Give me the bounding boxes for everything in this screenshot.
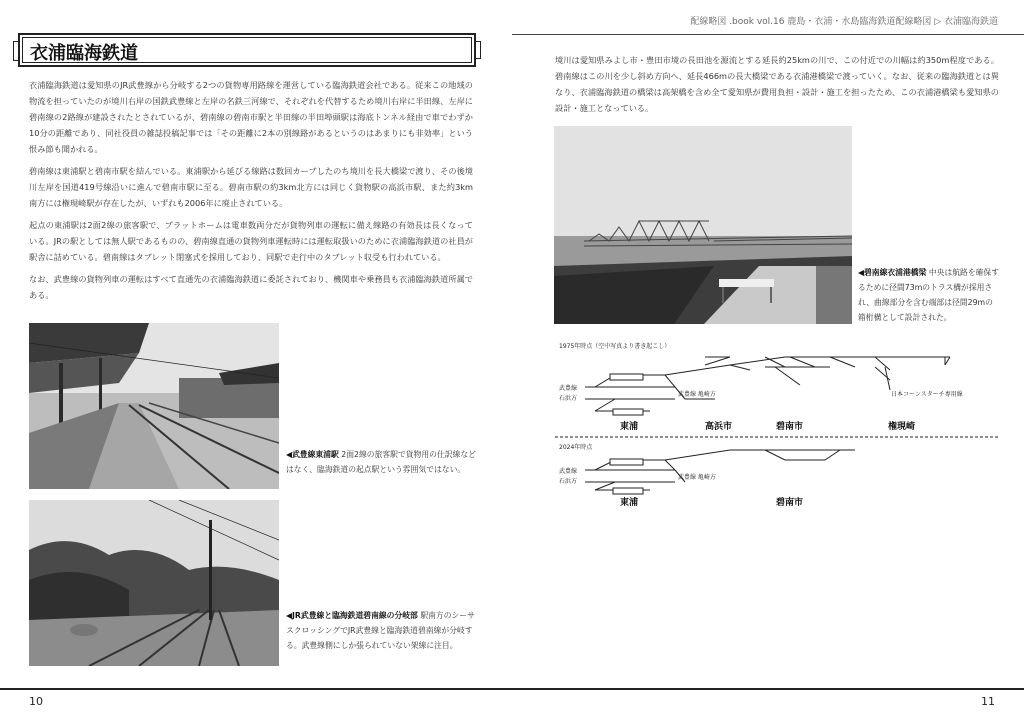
caption-title: ◀武豊線東浦駅 (286, 450, 339, 459)
direction-label: 武豊線 (559, 385, 578, 392)
caption-title: ◀碧南線衣浦港橋梁 (858, 268, 927, 277)
station-label: 碧南市 (776, 422, 804, 432)
paragraph: なお、武豊線の貨物列車の運転はすべて直通先の衣浦臨海鉄道に委託されており、機関車や乗務員も衣浦臨海鉄道所属である。 (29, 274, 473, 300)
direction-label: 武豊線 (559, 468, 578, 475)
track-diagram (555, 335, 1000, 515)
branch-label: 武豊線 亀崎方 (678, 474, 716, 481)
footer-rule (0, 688, 1024, 690)
page-title: 衣浦臨海鉄道 (30, 43, 138, 64)
diagram-label-1975: 1975年時点（空中写真より書き起こし） (559, 343, 671, 350)
left-body-text (29, 77, 473, 309)
bridge-photo-caption (858, 265, 1000, 325)
header-rule (512, 34, 1024, 35)
photo-junction (29, 500, 279, 666)
diagram-label-2024: 2024年時点 (559, 444, 593, 451)
caption-body: 2面2線の旅客駅で貨物用の仕訳線などはなく、臨海鉄道の起点駅という雰囲気ではない。 (286, 450, 476, 474)
paragraph: 衣浦臨海鉄道は愛知県のJR武豊線から分岐する2つの貨物専用路線を運営している臨海鉄道会社である。従来この地域の物流を担っていたのが境川右岸の国鉄武豊線と左岸の名鉄三河線で、それぞれを代替するため境川右岸に半田線、左岸に碧南線の2路線が建設されたとされているが、碧南線の碧南市駅と半田線の半田埠頭駅は海底トンネル経由で車でわずか10分の距離であり、同社役員の雑誌投稿記事では「その距離に2本の別線路があるというのはあまりにも非効率」という恨み節も聞かれる。 (29, 80, 473, 154)
branch-label: 武豊線 亀崎方 (678, 391, 716, 398)
caption-title: ◀JR武豊線と臨海鉄道碧南線の分岐部 (286, 611, 418, 620)
title-frame (18, 33, 476, 67)
caption-body: 中央は航路を確保するために径間73mのトラス構が採用され、曲線部分を含む端部は径間29mの箱桁構として設計された。 (858, 268, 1000, 322)
station-label: 東浦 (620, 498, 639, 508)
photo-kinuura-bridge (554, 126, 852, 324)
station-label: 高浜市 (705, 422, 733, 432)
caption-body: 駅南方のシーサスクロッシングでJR武豊線と臨海鉄道碧南線が分岐する。武豊線側にしか張られていない架線に注目。 (286, 611, 475, 650)
running-header: 配線略図 .book vol.16 鹿島・衣浦・水島臨海鉄道配線略図 ▷ 衣浦臨海鉄道 (690, 17, 998, 27)
station-label: 碧南市 (776, 498, 804, 508)
station-label: 東浦 (620, 422, 639, 432)
direction-label: 石浜方 (559, 478, 578, 485)
station-label: 権現崎 (888, 422, 916, 432)
direction-label: 石浜方 (559, 395, 578, 402)
paragraph: 起点の東浦駅は2面2線の旅客駅で、プラットホームは電車数両分だが貨物列車の運転に備え線路の有効長は長くなっている。JRの駅としては無人駅であるものの、碧南線直通の貨物列車運転時には運転取扱いのために衣浦臨海鉄道の社員が駅舎に詰めている。碧南線はタブレット閉塞式を採用しており、同駅で走行中のタブレット収受も行われている。 (29, 220, 473, 262)
paragraph: 碧南線は東浦駅と碧南市駅を結んでいる。東浦駅から延びる線路は数回カーブしたのち境川を長大橋梁で渡り、その後境川左岸を国道419号線沿いに進んで碧南市駅に至る。碧南市駅の約3km北方には同じく貨物駅の高浜市駅、また約3km南方には権現崎駅が存在したが、いずれも2006年に廃止されている。 (29, 166, 473, 208)
photo-higashiura-station (29, 323, 279, 489)
page-number-right: 11 (981, 695, 995, 708)
right-body-text (555, 52, 999, 122)
paragraph: 境川は愛知県みよし市・豊田市境の長田池を源流とする延長約25kmの川で、この付近での川幅は約350m程度である。碧南線はこの川を少し斜め方向へ、延長466mの長大橋梁である衣浦港橋梁で渡っていく。なお、従来の臨海鉄道とは異なり、衣浦臨海鉄道の橋梁は高架橋を含め全て愛知県が費用負担・設計・施工を担ったため、この衣浦港橋梁も愛知県の設計・施工となっている。 (555, 55, 999, 113)
photo1-caption (286, 447, 476, 477)
siding-label: 日本コーンスターチ専用線 (891, 391, 963, 398)
title-frame-notch (476, 41, 481, 59)
photo2-caption (286, 608, 476, 653)
page-number-left: 10 (29, 695, 43, 708)
